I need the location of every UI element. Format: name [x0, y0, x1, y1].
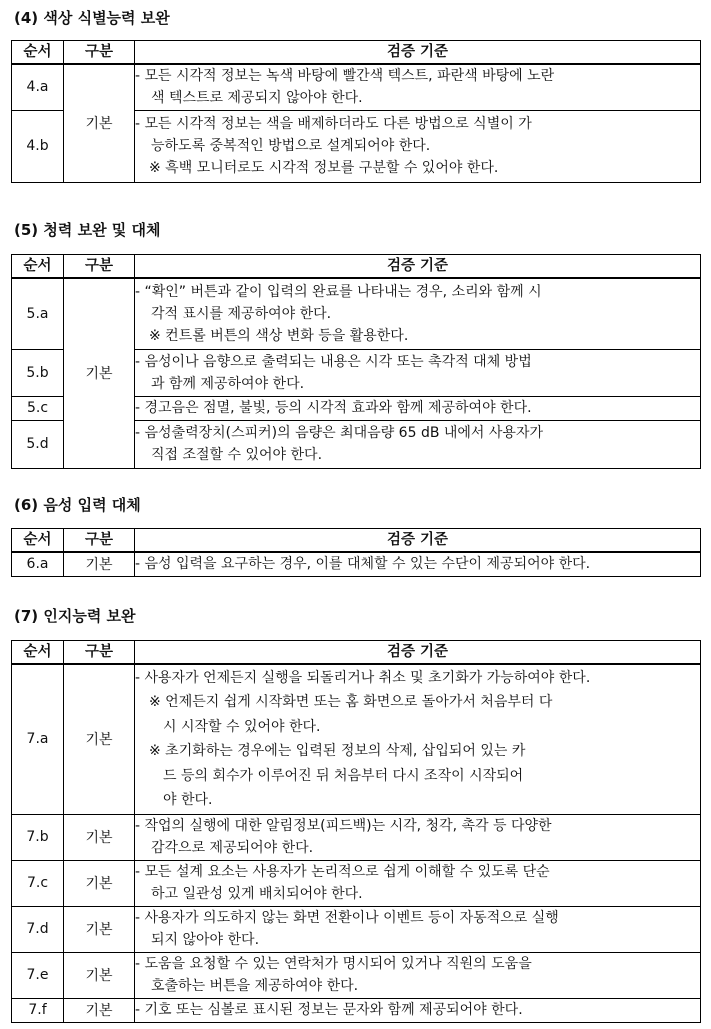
criteria-line: - 경고음은 점멸, 불빛, 등의 시각적 효과와 함께 제공하여야 한다.: [135, 400, 532, 416]
header-order: 순서: [12, 41, 64, 65]
criteria-line: 색 텍스트로 제공되지 않아야 한다.: [151, 90, 363, 107]
row-criteria: [135, 64, 701, 110]
row-criteria: [135, 420, 701, 468]
section-title: (7) 인지능력 보완: [14, 607, 136, 625]
header-criteria: 검증 기준: [135, 41, 701, 65]
row-criteria: [135, 860, 701, 906]
row-id: 5.b: [12, 349, 64, 396]
header-criteria: 검증 기준: [135, 255, 701, 279]
header-category: 구분: [64, 41, 135, 65]
criteria-line: - 도움을 요청할 수 있는 연락처가 명시되어 있거나 직원의 도움을: [135, 956, 532, 972]
header-criteria: 검증 기준: [135, 529, 701, 553]
row-category: 기본: [64, 278, 135, 468]
row-criteria: [135, 349, 701, 396]
row-id: 4.b: [12, 110, 64, 182]
row-id: 7.b: [12, 814, 64, 860]
criteria-note: ※ 흑백 모니터로도 시각적 정보를 구분할 수 있어야 한다.: [149, 160, 499, 176]
header-category: 구분: [64, 641, 135, 665]
table-row: [12, 860, 701, 906]
criteria-table-cognition: [11, 640, 701, 1023]
row-id: 4.a: [12, 64, 64, 110]
table-row: [12, 906, 701, 952]
row-criteria: [135, 396, 701, 420]
table-row: [12, 64, 701, 110]
criteria-table-color: [11, 40, 701, 183]
row-id: 7.f: [12, 998, 64, 1022]
row-id: 5.c: [12, 396, 64, 420]
row-category: 기본: [64, 906, 135, 952]
row-category: 기본: [64, 952, 135, 998]
criteria-line: 과 함께 제공하여야 한다.: [151, 375, 305, 392]
table-header-row: [12, 41, 701, 65]
row-category: 기본: [64, 664, 135, 814]
table-row: [12, 278, 701, 349]
row-id: 5.d: [12, 420, 64, 468]
criteria-line: 하고 일관성 있게 배치되어야 한다.: [151, 886, 363, 902]
criteria-note: 야 한다.: [163, 792, 213, 809]
header-criteria: 검증 기준: [135, 641, 701, 665]
criteria-line: - 사용자가 언제든지 실행을 되돌리거나 취소 및 초기화가 가능하여야 한다.: [135, 669, 591, 686]
criteria-line: - 모든 설계 요소는 사용자가 논리적으로 쉽게 이해할 수 있도록 단순: [135, 864, 550, 880]
row-criteria: [135, 906, 701, 952]
table-row: [12, 814, 701, 860]
row-criteria: [135, 998, 701, 1022]
criteria-line: - 음성 입력을 요구하는 경우, 이를 대체할 수 있는 수단이 제공되어야 한다.: [135, 556, 591, 573]
row-criteria: [135, 814, 701, 860]
header-category: 구분: [64, 255, 135, 279]
row-criteria: [135, 110, 701, 182]
criteria-note: ※ 초기화하는 경우에는 입력된 정보의 삭제, 삽입되어 있는 카: [149, 743, 526, 760]
row-category: 기본: [64, 552, 135, 576]
row-id: 5.a: [12, 278, 64, 349]
criteria-line: 감각으로 제공되어야 한다.: [151, 840, 314, 856]
table-row: [12, 664, 701, 814]
criteria-line: - 음성이나 음향으로 출력되는 내용은 시각 또는 촉각적 대체 방법: [135, 353, 532, 370]
row-id: 6.a: [12, 552, 64, 576]
header-category: 구분: [64, 529, 135, 553]
row-id: 7.e: [12, 952, 64, 998]
criteria-note: 시 시작할 수 있어야 한다.: [163, 718, 321, 735]
row-criteria: [135, 552, 701, 576]
table-header-row: [12, 255, 701, 279]
criteria-note: ※ 언제든지 쉽게 시작화면 또는 홈 화면으로 돌아가서 처음부터 다: [149, 694, 553, 711]
row-category: 기본: [64, 998, 135, 1022]
header-order: 순서: [12, 255, 64, 279]
table-header-row: [12, 529, 701, 553]
criteria-line: 호출하는 버튼을 제공하여야 한다.: [151, 978, 359, 994]
criteria-line: - 모든 시각적 정보는 색을 배제하더라도 다른 방법으로 식별이 가: [135, 116, 532, 132]
table-row: [12, 552, 701, 576]
row-category: 기본: [64, 860, 135, 906]
section-title: (4) 색상 식별능력 보완: [14, 9, 170, 27]
criteria-line: 직접 조절할 수 있어야 한다.: [151, 447, 323, 463]
section-title: (6) 음성 입력 대체: [14, 496, 141, 514]
header-order: 순서: [12, 529, 64, 553]
row-criteria: [135, 664, 701, 814]
criteria-line: - 기호 또는 심볼로 표시된 정보는 문자와 함께 제공되어야 한다.: [135, 1002, 523, 1018]
criteria-table-hearing: [11, 254, 701, 469]
criteria-line: - 음성출력장치(스피커)의 음량은 최대음량 65 dB 내에서 사용자가: [135, 425, 544, 441]
criteria-note: 드 등의 회수가 이루어진 뒤 처음부터 다시 조작이 시작되어: [163, 767, 524, 784]
row-category: 기본: [64, 64, 135, 182]
criteria-line: - 작업의 실행에 대한 알림정보(피드백)는 시각, 청각, 촉각 등 다양한: [135, 818, 552, 834]
row-criteria: [135, 952, 701, 998]
section-title: (5) 청력 보완 및 대체: [14, 221, 161, 239]
table-header-row: [12, 641, 701, 665]
table-row: [12, 952, 701, 998]
criteria-line: 각적 표시를 제공하여야 한다.: [151, 305, 332, 322]
row-id: 7.d: [12, 906, 64, 952]
row-category: 기본: [64, 814, 135, 860]
criteria-note: ※ 컨트롤 버튼의 색상 변화 등을 활용한다.: [149, 327, 409, 344]
criteria-table-voice: [11, 528, 701, 577]
criteria-line: - “확인” 버튼과 같이 입력의 완료를 나타내는 경우, 소리와 함께 시: [135, 283, 542, 300]
header-order: 순서: [12, 641, 64, 665]
criteria-line: - 사용자가 의도하지 않는 화면 전환이나 이벤트 등이 자동적으로 실행: [135, 910, 559, 926]
criteria-line: 능하도록 중복적인 방법으로 설계되어야 한다.: [151, 138, 431, 154]
row-id: 7.a: [12, 664, 64, 814]
table-row: [12, 998, 701, 1022]
row-id: 7.c: [12, 860, 64, 906]
criteria-line: - 모든 시각적 정보는 녹색 바탕에 빨간색 텍스트, 파란색 바탕에 노란: [135, 68, 555, 85]
row-criteria: [135, 278, 701, 349]
criteria-line: 되지 않아야 한다.: [151, 932, 260, 948]
